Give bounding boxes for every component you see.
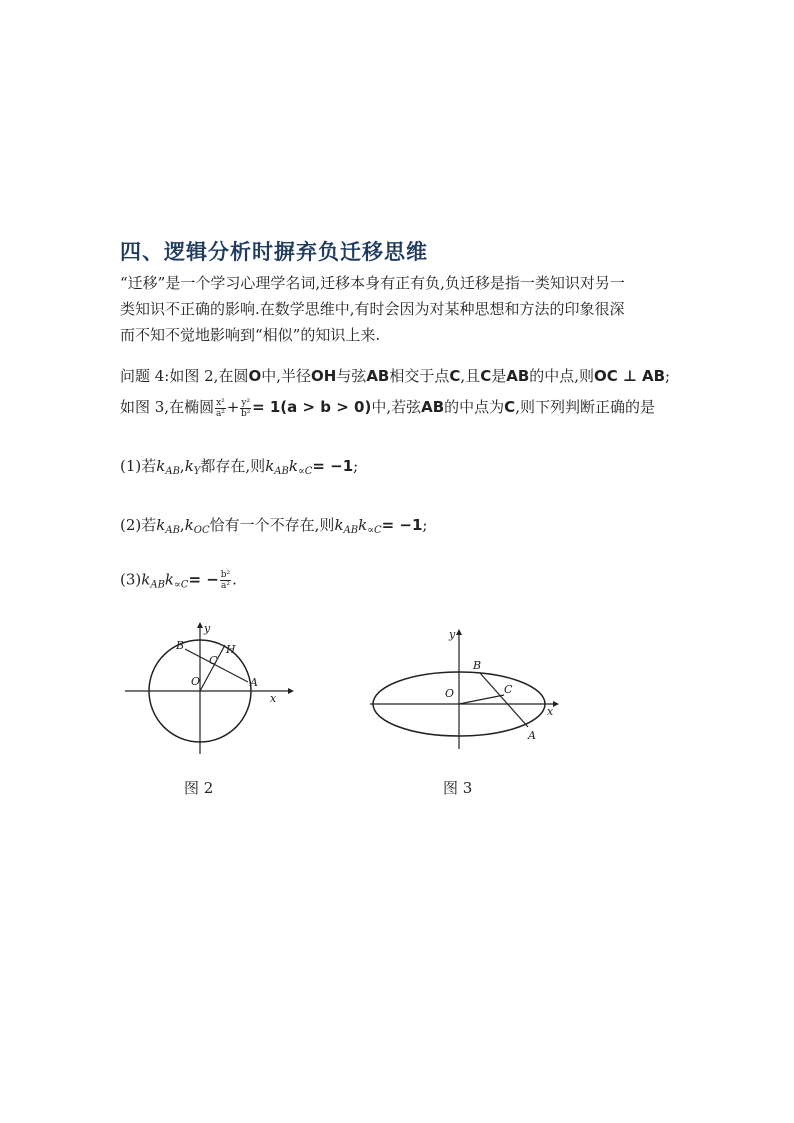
x-axis-arrow-icon: [553, 701, 559, 707]
text: ,则下列判断正确的是: [515, 398, 655, 416]
intro-paragraph: [120, 270, 625, 348]
k: k: [141, 570, 151, 589]
numerator: x²: [216, 397, 225, 408]
subscript: Y: [193, 466, 201, 477]
math-c: C: [504, 398, 516, 416]
text: 与弦: [336, 367, 367, 385]
math-o: O: [248, 367, 262, 385]
text: ,且: [460, 367, 481, 385]
equals-minus: = −: [188, 570, 219, 589]
label-c: C: [504, 683, 513, 696]
k: k: [358, 516, 368, 534]
k: k: [164, 570, 175, 589]
intro-line-2: 类知识不正确的影响.在数学思维中,有时会因为对某种思想和方法的印象很深: [120, 300, 625, 318]
equals-minus-one: = −1: [312, 457, 354, 475]
text: 的中点为: [444, 398, 505, 416]
label-b: B: [473, 659, 482, 672]
option-prefix: (1)若: [120, 457, 157, 475]
label-o: O: [191, 675, 201, 688]
text: ;: [665, 367, 671, 385]
denominator: a²: [215, 408, 225, 419]
k: k: [334, 516, 344, 534]
y-axis-arrow-icon: [197, 622, 203, 628]
option-2: [120, 514, 427, 536]
denominator: a²: [220, 581, 230, 591]
subscript: OC: [193, 525, 210, 536]
subscript: AB: [274, 466, 289, 477]
fraction-y2-b2: [240, 398, 251, 419]
text: 是: [491, 367, 507, 385]
label-h: H: [226, 643, 236, 656]
k: k: [288, 457, 298, 475]
k: k: [156, 457, 166, 475]
text: 的中点,则: [529, 367, 595, 385]
label-x: x: [270, 692, 277, 705]
comma: ,: [179, 516, 185, 534]
k: k: [184, 457, 194, 475]
label-c: C: [209, 654, 218, 667]
label-a: A: [528, 729, 536, 742]
text: 中,若弦: [371, 398, 422, 416]
subscript: ∝C: [297, 466, 313, 477]
k: k: [156, 516, 166, 534]
numerator: y²: [241, 397, 251, 408]
k: k: [184, 516, 194, 534]
fraction-b2-a2: [220, 570, 231, 591]
math-c: C: [480, 367, 492, 385]
text: 问题 4:如图 2,在圆: [120, 367, 249, 385]
period: .: [232, 570, 237, 589]
plus-sign: +: [226, 398, 240, 416]
k: k: [265, 457, 275, 475]
equals-minus-one: = −1: [381, 516, 423, 534]
figure-3-ellipse-diagram: [365, 625, 565, 755]
subscript: AB: [165, 525, 180, 536]
math-perpendicular: OC ⊥ AB: [594, 367, 666, 385]
label-x: x: [547, 705, 554, 718]
subscript: AB: [343, 525, 359, 536]
semicolon: ;: [353, 457, 359, 475]
label-a: A: [250, 676, 258, 689]
subscript: ∝C: [367, 525, 382, 536]
text: 恰有一个不存在,则: [209, 516, 335, 534]
subscript: ∝C: [174, 579, 189, 591]
math-ab: AB: [506, 367, 530, 385]
x-axis-arrow-icon: [288, 688, 294, 694]
math-c: C: [449, 367, 461, 385]
ellipse-condition: = 1(a > b > 0): [252, 398, 372, 416]
option-prefix: (2)若: [120, 516, 157, 534]
comma: ,: [179, 457, 185, 475]
figure-3-caption: 图 3: [443, 779, 473, 797]
option-3: [120, 570, 237, 591]
figure-2-circle-diagram: [120, 620, 295, 760]
y-axis-arrow-icon: [456, 629, 462, 635]
problem-line-1: [120, 365, 670, 386]
label-y: y: [449, 628, 456, 641]
math-ab: AB: [421, 398, 445, 416]
fraction-x2-a2: [215, 398, 226, 419]
label-b: B: [176, 639, 185, 652]
label-y: y: [204, 622, 211, 635]
section-heading: 四、逻辑分析时摒弃负迁移思维: [120, 240, 428, 264]
option-1: [120, 455, 358, 477]
label-o: O: [445, 687, 455, 700]
text: 都存在,则: [200, 457, 266, 475]
semicolon: ;: [422, 516, 428, 534]
math-oh: OH: [311, 367, 337, 385]
option-prefix: (3): [120, 570, 142, 589]
problem-line-2: [120, 396, 655, 419]
segment-oc: [459, 695, 504, 704]
intro-line-1: “迁移”是一个学习心理学名词,迁移本身有正有负,负迁移是指一类知识对另一: [120, 274, 625, 292]
text: 中,半径: [261, 367, 311, 385]
denominator: b²: [241, 408, 251, 419]
math-ab: AB: [366, 367, 390, 385]
figure-2-caption: 图 2: [184, 779, 214, 797]
subscript: AB: [150, 579, 165, 591]
text: 如图 3,在椭圆: [120, 398, 215, 416]
subscript: AB: [165, 466, 180, 477]
intro-line-3: 而不知不觉地影响到“相似”的知识上来.: [120, 326, 381, 344]
text: 相交于点: [389, 367, 450, 385]
numerator: b²: [220, 570, 231, 580]
